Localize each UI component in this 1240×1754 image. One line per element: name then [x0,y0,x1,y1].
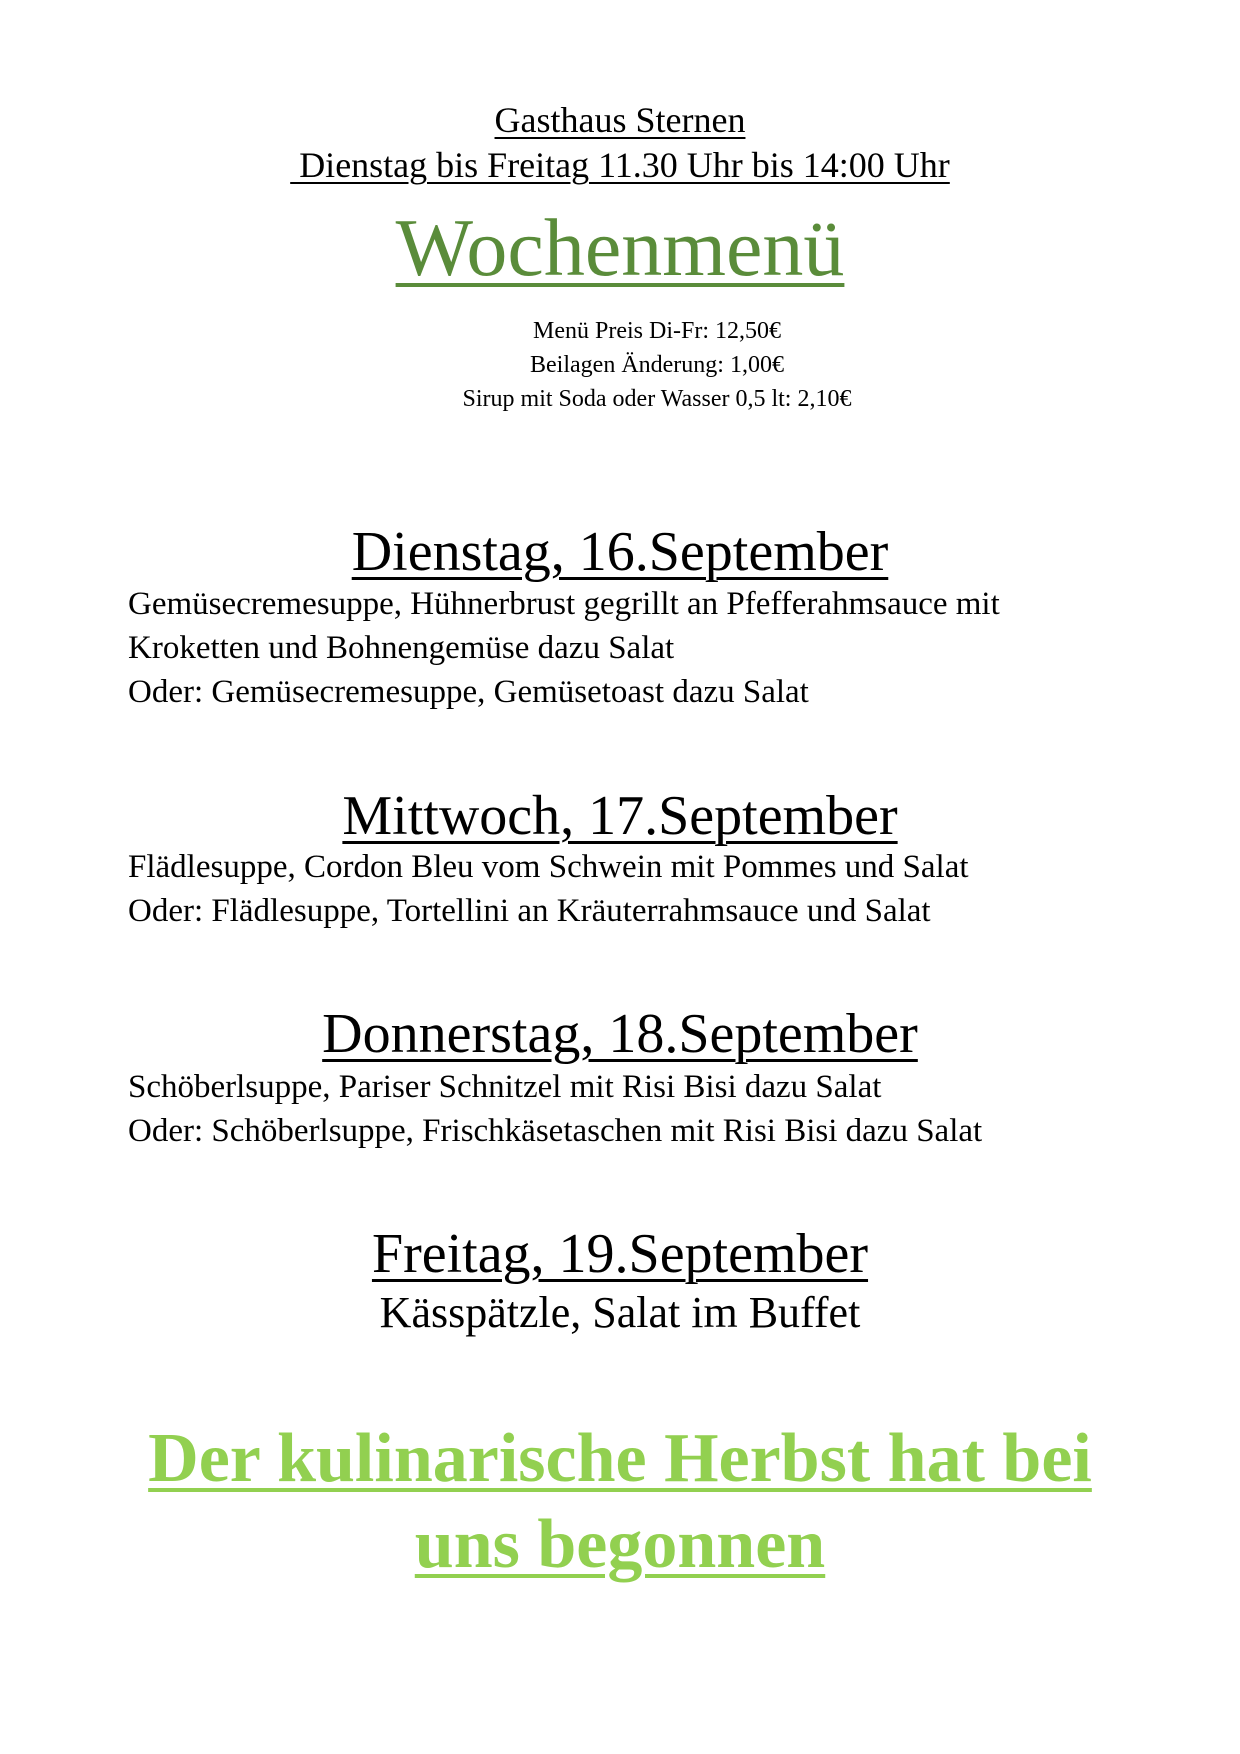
day-heading-thursday [0,1002,1240,1066]
opening-hours [0,143,1240,187]
dish-line: Schöberlsuppe, Pariser Schnitzel mit Risi Bisi dazu Salat [128,1069,882,1105]
day-heading-text: Donnerstag, 18.September [322,1003,918,1065]
day-dishes-thursday [128,1065,1208,1153]
dish-line: Gemüsecremesuppe, Hühnerbrust gegrillt an Pfefferahmsauce mit [128,586,1000,622]
closing-line: Der kulinarische Herbst hat bei [148,1420,1092,1497]
opening-hours-text: Dienstag bis Freitag 11.30 Uhr bis 14:00 Uhr [290,145,950,185]
dish-line: Flädlesuppe, Cordon Bleu vom Schwein mit Pommes und Salat [128,849,969,885]
price-line-drinks: Sirup mit Soda oder Wasser 0,5 lt: 2,10€ [462,386,852,412]
dish-line: Oder: Schöberlsuppe, Frischkäsetaschen mit Risi Bisi dazu Salat [128,1113,983,1149]
closing-line: uns begonnen [414,1506,826,1583]
day-heading-text: Mittwoch, 17.September [342,785,898,847]
price-line-sides: Beilagen Änderung: 1,00€ [530,352,784,378]
closing-slogan [0,1416,1240,1588]
restaurant-name-text: Gasthaus Sternen [494,100,746,140]
dish-line: Oder: Gemüsecremesuppe, Gemüsetoast dazu Salat [128,674,809,710]
price-line-menu: Menü Preis Di-Fr: 12,50€ [533,318,781,344]
dish-line: Oder: Flädlesuppe, Tortellini an Kräuterrahmsauce und Salat [128,893,931,929]
page-title-text: Wochenmenü [395,202,845,293]
day-dishes-friday [0,1286,1240,1340]
price-list [0,314,1240,416]
day-heading-wednesday [0,784,1240,848]
day-heading-text: Dienstag, 16.September [351,521,889,583]
day-dishes-tuesday [128,582,1208,714]
page-title [0,200,1240,296]
dish-line: Kroketten und Bohnengemüse dazu Salat [128,630,675,666]
dish-line: Kässpätzle, Salat im Buffet [379,1288,861,1337]
restaurant-name [0,98,1240,142]
day-dishes-wednesday [128,845,1208,933]
day-heading-text: Freitag, 19.September [371,1223,869,1285]
day-heading-tuesday [0,520,1240,584]
day-heading-friday [0,1222,1240,1286]
